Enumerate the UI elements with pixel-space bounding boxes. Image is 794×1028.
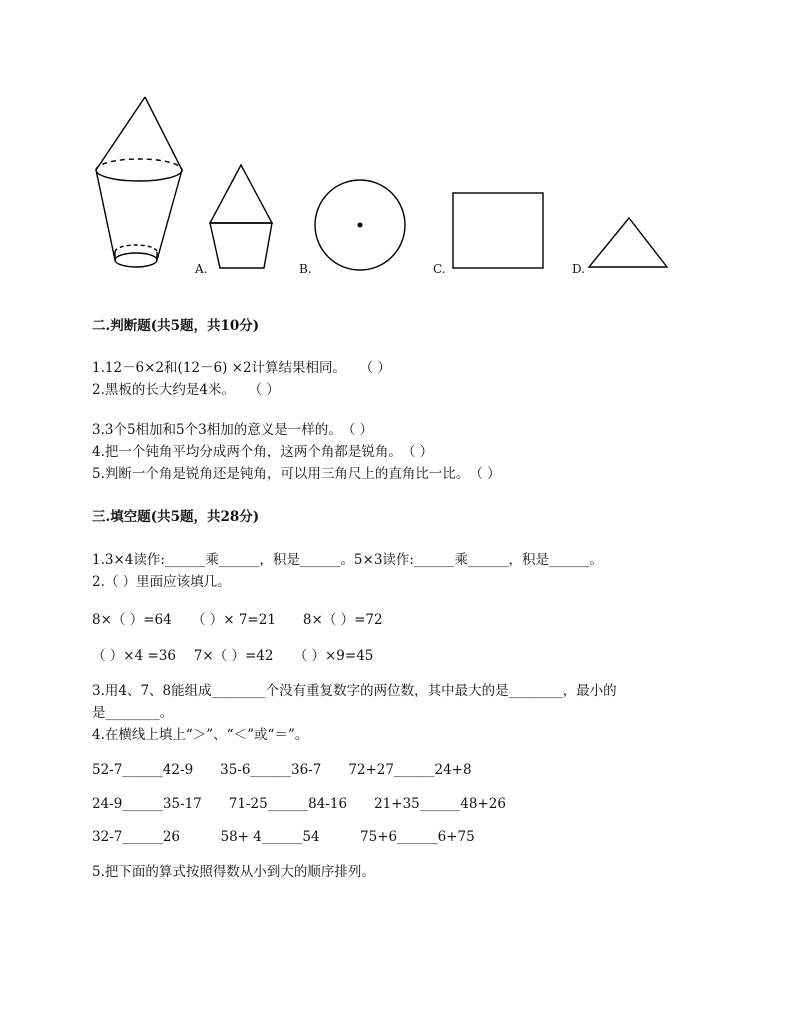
section3-question-3-line-2: 是________。	[92, 705, 173, 721]
figures-area	[0, 0, 794, 290]
option-a-label: A.	[195, 262, 208, 276]
option-b-figure	[315, 180, 405, 270]
section2-question-2: 2.黑板的长大约是4米。 （ ）	[92, 382, 280, 398]
option-c-label: C.	[433, 262, 446, 276]
section2-question-5: 5.判断一个角是锐角还是钝角，可以用三角尺上的直角比一比。 （ ）	[92, 466, 501, 482]
section3-question-1: 1.3×4读作:______乘______，积是______。5×3读作:______乘______，积是______。	[92, 552, 603, 568]
section3-question-4: 4.在横线上填上“＞”、“＜”或“＝”。	[92, 727, 309, 743]
section3-question-3-line-1: 3.用4、7、8能组成________个没有重复数字的两位数，其中最大的是________，最小的	[92, 683, 617, 699]
option-d-label: D.	[572, 262, 586, 276]
section3-q4-row-2: 24-9______35-17 71-25______84-16 21+35______48+26	[92, 796, 506, 812]
section3-q2-row-1: 8×（ ）=64 （ ）× 7=21 8×（ ）=72	[92, 612, 383, 628]
section3-question-5: 5.把下面的算式按照得数从小到大的顺序排列。	[92, 864, 375, 880]
section3-q4-row-3: 32-7______26 58+ 4______54 75+6______6+75	[92, 829, 475, 845]
option-a-figure	[210, 165, 272, 268]
section2-question-4: 4.把一个钝角平均分成两个角，这两个角都是锐角。 （ ）	[92, 444, 434, 460]
section2-question-3: 3.3个5相加和5个3相加的意义是一样的。 （ ）	[92, 422, 374, 438]
option-d-figure	[589, 218, 667, 267]
cone-frustum-figure	[96, 97, 182, 267]
option-b-label: B.	[299, 262, 312, 276]
section2-question-1: 1.12－6×2和(12－6) ×2计算结果相同。 （ ）	[92, 360, 391, 376]
section3-q2-row-2: （ ）×4 =36 7×（ ）=42 （ ）×9=45	[92, 648, 374, 664]
section2-heading: 二.判断题(共5题，共10分)	[92, 318, 260, 334]
section3-q4-row-1: 52-7______42-9 35-6______36-7 72+27______24+8	[92, 762, 472, 778]
option-c-figure	[453, 193, 543, 268]
section3-question-2: 2.（ ）里面应该填几。	[92, 574, 231, 590]
section3-heading: 三.填空题(共5题，共28分)	[92, 509, 260, 525]
